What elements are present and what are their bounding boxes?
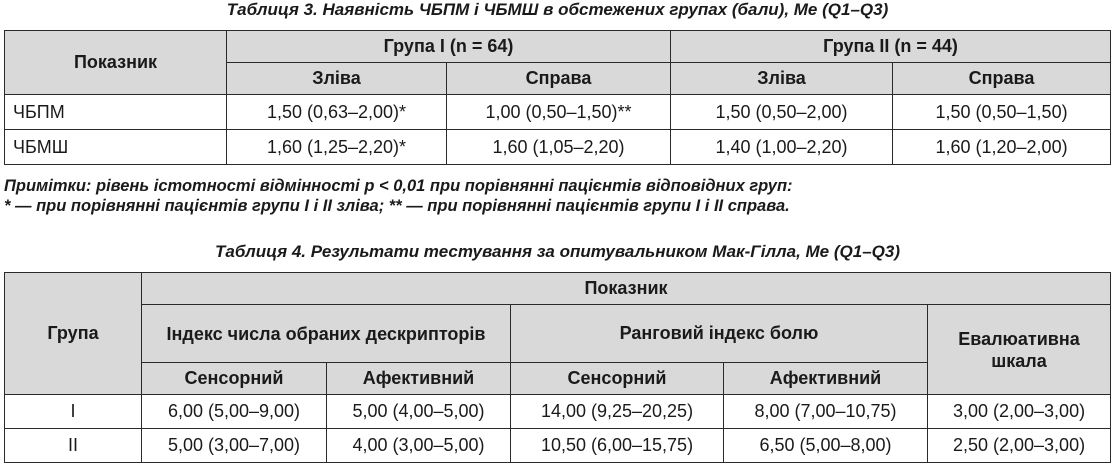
row-label: ЧБПМ — [5, 95, 227, 130]
table-cell: 1,00 (0,50–1,50)** — [447, 95, 671, 130]
table-cell: 5,00 (3,00–7,00) — [142, 429, 327, 463]
header-left: Зліва — [671, 63, 893, 95]
header-indicator: Показник — [142, 273, 1111, 305]
row-label: ІІ — [5, 429, 142, 463]
row-label: І — [5, 395, 142, 429]
table-cell: 8,00 (7,00–10,75) — [724, 395, 928, 429]
table-cell: 2,50 (2,00–3,00) — [928, 429, 1111, 463]
table-cell: 1,60 (1,05–2,20) — [447, 130, 671, 165]
table-cell: 1,40 (1,00–2,20) — [671, 130, 893, 165]
header-group: Група — [5, 273, 142, 395]
table-cell: 10,50 (6,00–15,75) — [511, 429, 724, 463]
header-right: Справа — [447, 63, 671, 95]
table-cell: 3,00 (2,00–3,00) — [928, 395, 1111, 429]
table-cell: 6,50 (5,00–8,00) — [724, 429, 928, 463]
table-cell: 4,00 (3,00–5,00) — [327, 429, 511, 463]
header-sensory: Сенсорний — [511, 363, 724, 395]
header-descriptor-index: Індекс числа обраних дескрипторів — [142, 305, 511, 363]
table3-notes — [4, 176, 1112, 216]
table3-caption: Таблиця 3. Наявність ЧБПМ і ЧБМШ в обстежених групах (бали), Me (Q1–Q3) — [226, 0, 889, 19]
header-affective: Афективний — [724, 363, 928, 395]
table-row — [5, 429, 1111, 463]
note-line-1: Примітки: рівень істотності відмінності p < 0,01 при порівнянні пацієнтів відповідних груп: — [4, 177, 793, 195]
table-cell: 1,50 (0,50–1,50) — [893, 95, 1111, 130]
header-affective: Афективний — [327, 363, 511, 395]
table-row — [5, 395, 1111, 429]
table-cell: 5,00 (4,00–5,00) — [327, 395, 511, 429]
table-row — [5, 130, 1111, 165]
note-line-2: * — при порівнянні пацієнтів групи І і ІІ зліва; ** — при порівнянні пацієнтів групи І і ІІ справа. — [4, 197, 790, 215]
header-indicator: Показник — [5, 31, 227, 95]
table-cell: 1,60 (1,20–2,00) — [893, 130, 1111, 165]
header-right: Справа — [893, 63, 1111, 95]
row-label: ЧБМШ — [5, 130, 227, 165]
table-cell: 1,50 (0,63–2,00)* — [227, 95, 447, 130]
table-cell: 6,00 (5,00–9,00) — [142, 395, 327, 429]
header-evaluative-scale: Евалюативна шкала — [928, 305, 1111, 395]
table3 — [4, 30, 1111, 165]
header-left: Зліва — [227, 63, 447, 95]
table-cell: 1,50 (0,50–2,00) — [671, 95, 893, 130]
table4 — [4, 272, 1111, 463]
header-sensory: Сенсорний — [142, 363, 327, 395]
header-group-1: Група І (n = 64) — [227, 31, 671, 63]
table-row — [5, 95, 1111, 130]
table-cell: 1,60 (1,25–2,20)* — [227, 130, 447, 165]
table4-caption: Таблиця 4. Результати тестування за опитувальником Мак-Гілла, Me (Q1–Q3) — [215, 242, 900, 261]
header-rank-index: Ранговий індекс болю — [511, 305, 928, 363]
table-cell: 14,00 (9,25–20,25) — [511, 395, 724, 429]
header-group-2: Група ІІ (n = 44) — [671, 31, 1111, 63]
